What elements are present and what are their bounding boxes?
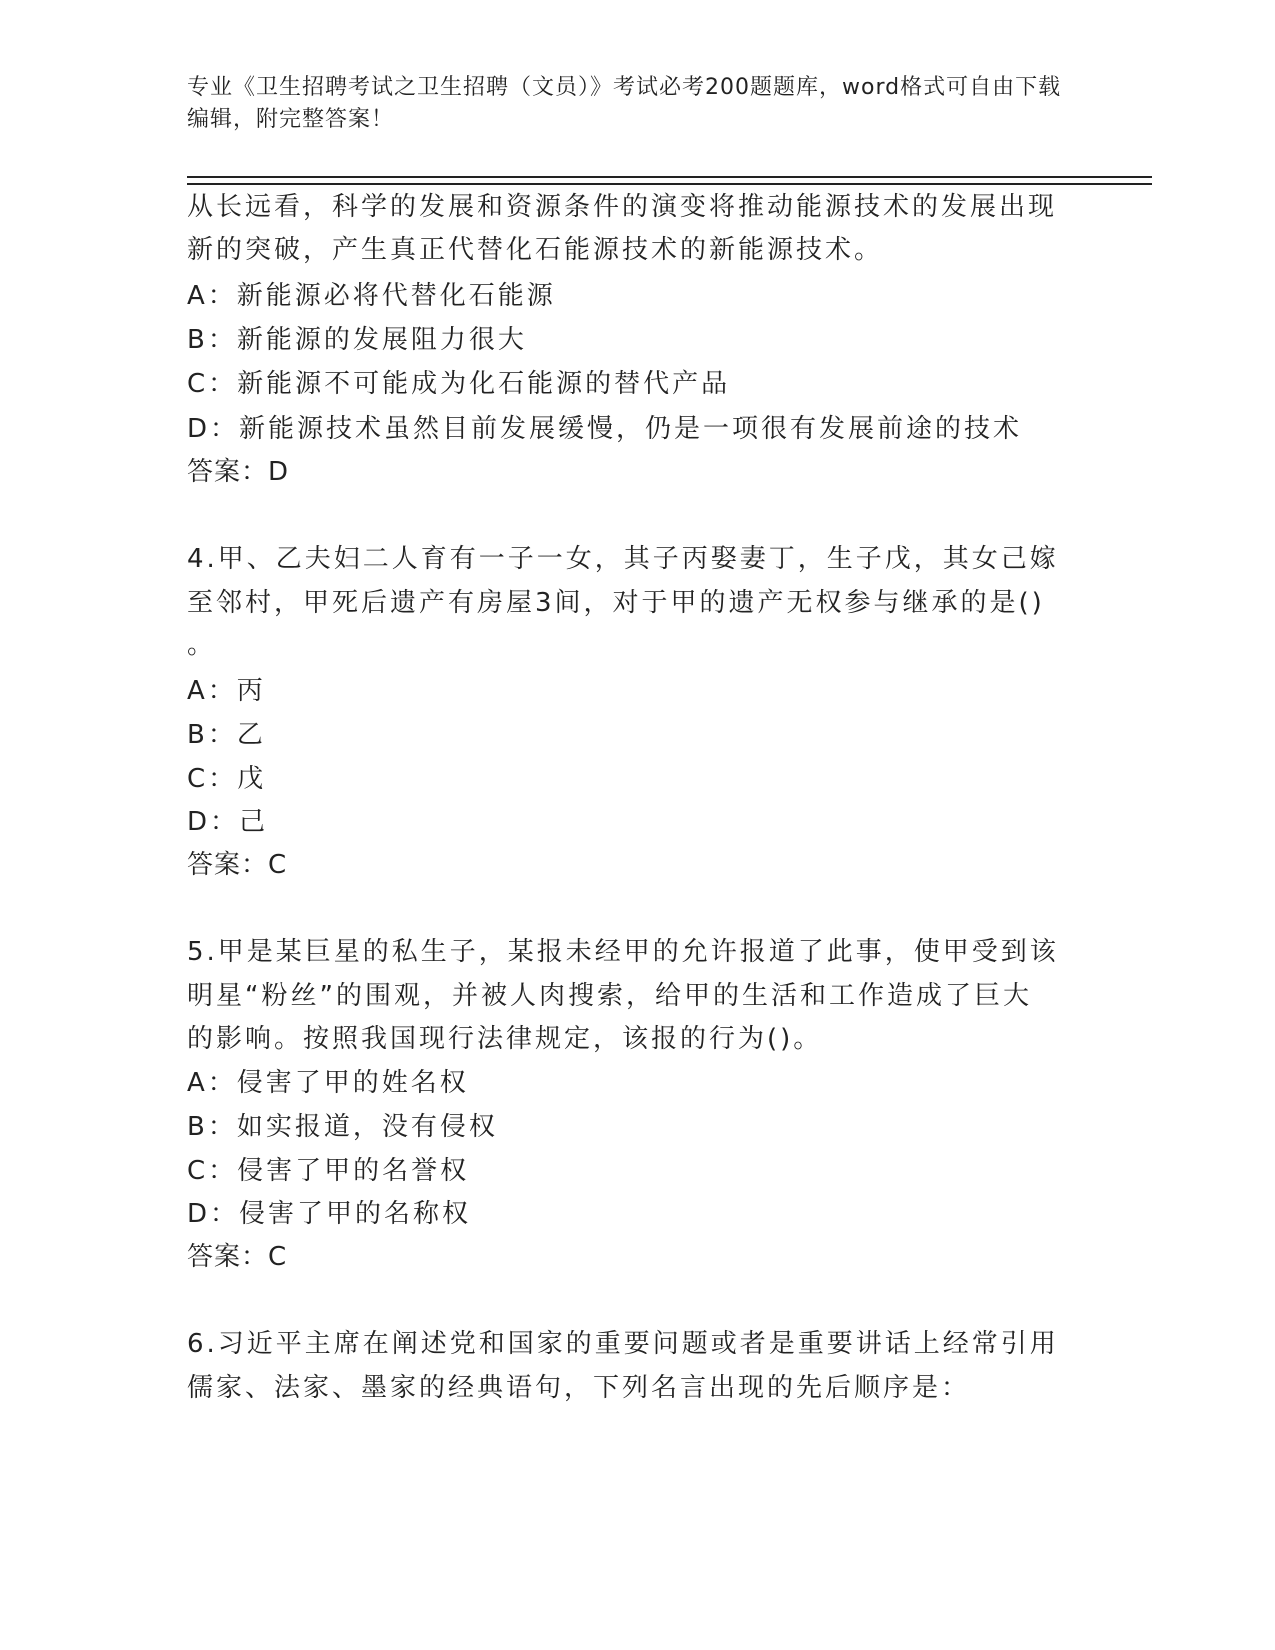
- q4-stem-line-1: 4.甲、乙夫妇二人育有一子一女，其子丙娶妻丁，生子戊，其女己嫁: [187, 544, 1059, 574]
- q5-stem-line-3: 的影响。按照我国现行法律规定，该报的行为()。: [187, 1024, 823, 1054]
- q4-option-d: D：己: [187, 807, 269, 837]
- q4-stem-line-2: 至邻村，甲死后遗产有房屋3间，对于甲的遗产无权参与继承的是(): [187, 588, 1045, 618]
- document-header: 专业《卫生招聘考试之卫生招聘（文员）》考试必考200题题库，word格式可自由下载编辑，附完整答案！: [187, 75, 1062, 132]
- q3-answer: 答案：D: [187, 457, 290, 487]
- q3-option-c: C：新能源不可能成为化石能源的替代产品: [187, 369, 731, 399]
- q4-answer: 答案：C: [187, 850, 288, 880]
- q4-stem-line-3: 。: [187, 630, 217, 660]
- q3-stem-line-2: 新的突破，产生真正代替化石能源技术的新能源技术。: [187, 235, 884, 265]
- q5-option-d: D：侵害了甲的名称权: [187, 1199, 472, 1229]
- q5-stem-line-1: 5.甲是某巨星的私生子，某报未经甲的允许报道了此事，使甲受到该: [187, 937, 1059, 967]
- q4-option-b: B：乙: [187, 720, 266, 750]
- header-divider-top: [187, 176, 1152, 178]
- q5-stem-line-2: 明星“粉丝”的围观，并被人肉搜索，给甲的生活和工作造成了巨大: [187, 981, 1032, 1011]
- q6-stem-line-2: 儒家、法家、墨家的经典语句，下列名言出现的先后顺序是：: [187, 1373, 971, 1403]
- q5-option-b: B：如实报道，没有侵权: [187, 1112, 498, 1142]
- q3-option-d: D：新能源技术虽然目前发展缓慢，仍是一项很有发展前途的技术: [187, 414, 1023, 444]
- q5-option-a: A：侵害了甲的姓名权: [187, 1068, 469, 1098]
- q5-option-c: C：侵害了甲的名誉权: [187, 1156, 470, 1186]
- q4-option-a: A：丙: [187, 676, 266, 706]
- header-divider-bottom: [187, 183, 1152, 185]
- q3-option-a: A：新能源必将代替化石能源: [187, 281, 556, 311]
- q3-option-b: B：新能源的发展阻力很大: [187, 325, 527, 355]
- q3-stem-line-1: 从长远看，科学的发展和资源条件的演变将推动能源技术的发展出现: [187, 192, 1058, 222]
- q4-option-c: C：戊: [187, 764, 267, 794]
- q5-answer: 答案：C: [187, 1242, 288, 1272]
- q6-stem-line-1: 6.习近平主席在阐述党和国家的重要问题或者是重要讲话上经常引用: [187, 1329, 1059, 1359]
